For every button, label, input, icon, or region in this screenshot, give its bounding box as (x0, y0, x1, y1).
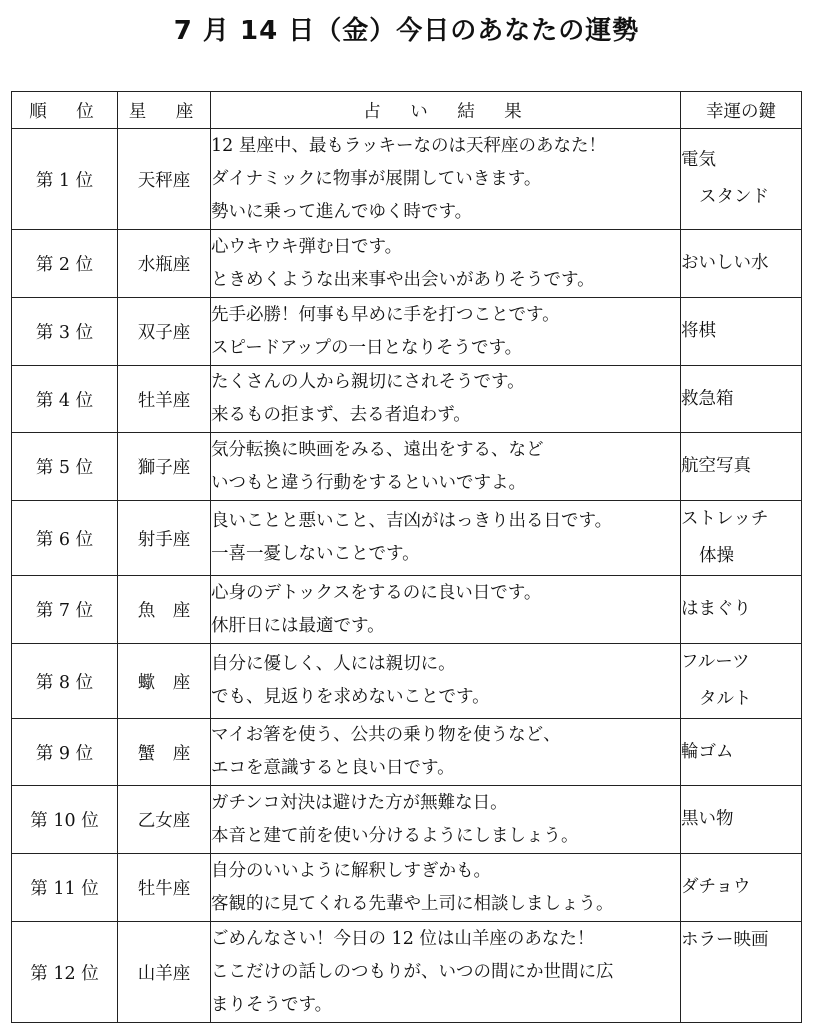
sign-cell: 獅子座 (118, 433, 211, 501)
sign-cell: 水瓶座 (118, 230, 211, 298)
result-line: たくさんの人から親切にされそうです。 (211, 372, 525, 392)
lucky-key-text: フルーツ (681, 652, 750, 672)
result-cell (211, 501, 681, 576)
result-line: 気分転換に映画をみる、遠出をする、など (211, 439, 544, 460)
table-header-row (12, 92, 802, 129)
rank-cell: 第 5 位 (12, 433, 118, 501)
result-line: 休肝日には最適です。 (211, 615, 385, 636)
result-line: 心ウキウキ弾む日です。 (211, 236, 403, 257)
lucky-key-cell (681, 298, 802, 366)
rank-cell: 第 7 位 (12, 576, 118, 644)
lucky-key-cell (681, 366, 802, 433)
result-line: 12 星座中、最もラッキーなのは天秤座のあなた！ (211, 135, 606, 156)
sign-cell: 双子座 (118, 298, 211, 366)
result-line: スピードアップの一日となりそうです。 (211, 337, 523, 358)
result-line: 先手必勝！何事も早めに手を打つことです。 (211, 304, 560, 325)
table-row (12, 719, 802, 786)
rank-cell: 第 12 位 (12, 922, 118, 1023)
table-row (12, 230, 802, 298)
result-cell (211, 922, 681, 1023)
result-cell (211, 576, 681, 644)
header-result: 占 い 結 果 (211, 92, 681, 129)
lucky-key-cell (681, 230, 802, 298)
table-row (12, 854, 802, 922)
lucky-key-text: 救急箱 (681, 388, 734, 409)
result-line: まりそうです。 (211, 994, 333, 1015)
result-cell (211, 230, 681, 298)
rank-cell: 第 1 位 (12, 129, 118, 230)
sign-cell: 魚 座 (118, 576, 211, 644)
result-line: 良いことと悪いこと、吉凶がはっきり出る日です。 (211, 511, 613, 531)
rank-cell: 第 10 位 (12, 786, 118, 854)
lucky-key-cell (681, 786, 802, 854)
rank-cell: 第 6 位 (12, 501, 118, 576)
result-line: いつもと違う行動をするといいですよ。 (211, 472, 526, 493)
fortune-table (11, 91, 802, 1023)
result-line: 本音と建て前を使い分けるようにしましょう。 (211, 825, 579, 846)
sign-cell: 蠍 座 (118, 644, 211, 719)
result-line: ダイナミックに物事が展開していきます。 (211, 168, 542, 189)
page-title: 7 月 14 日（金）今日のあなたの運勢 (173, 16, 640, 46)
lucky-key-text: 体操 (699, 546, 734, 566)
header-key: 幸運の鍵 (681, 92, 802, 129)
result-line: 自分に優しく、人には親切に。 (211, 654, 456, 674)
lucky-key-text: おいしい水 (681, 253, 769, 273)
lucky-key-text: タルト (699, 689, 752, 709)
table-row (12, 786, 802, 854)
lucky-key-text: 航空写真 (681, 456, 751, 476)
sign-cell: 天秤座 (118, 129, 211, 230)
table-row (12, 922, 802, 1023)
lucky-key-text: ホラー映画 (681, 930, 769, 950)
header-sign: 星 座 (118, 92, 211, 129)
sign-cell: 乙女座 (118, 786, 211, 854)
result-line: ときめくような出来事や出会いがありそうです。 (211, 269, 595, 290)
lucky-key-cell (681, 433, 802, 501)
result-line: 自分のいいように解釈しすぎかも。 (211, 860, 491, 881)
lucky-key-text: スタンド (699, 187, 769, 207)
header-rank: 順 位 (12, 92, 118, 129)
lucky-key-cell (681, 644, 802, 719)
result-cell (211, 786, 681, 854)
table-body (12, 129, 802, 1023)
sign-cell: 蟹 座 (118, 719, 211, 786)
result-cell (211, 129, 681, 230)
table-row (12, 298, 802, 366)
lucky-key-cell (681, 501, 802, 576)
table-row (12, 366, 802, 433)
lucky-key-cell (681, 129, 802, 230)
lucky-key-text: 将棋 (681, 321, 716, 341)
result-cell (211, 719, 681, 786)
result-line: でも、見返りを求めないことです。 (211, 687, 490, 707)
sign-cell: 射手座 (118, 501, 211, 576)
rank-cell: 第 9 位 (12, 719, 118, 786)
sign-cell: 牡牛座 (118, 854, 211, 922)
result-cell (211, 366, 681, 433)
rank-cell: 第 8 位 (12, 644, 118, 719)
result-line: 一喜一憂しないことです。 (211, 544, 420, 564)
table-row (12, 501, 802, 576)
lucky-key-text: 黒い物 (681, 809, 734, 829)
lucky-key-cell (681, 854, 802, 922)
rank-cell: 第 11 位 (12, 854, 118, 922)
result-cell (211, 433, 681, 501)
result-line: マイお箸を使う、公共の乗り物を使うなど、 (211, 725, 561, 745)
rank-cell: 第 2 位 (12, 230, 118, 298)
lucky-key-text: はまぐり (681, 599, 751, 619)
result-line: ガチンコ対決は避けた方が無難な日。 (211, 792, 508, 813)
lucky-key-cell (681, 576, 802, 644)
lucky-key-text: 電気 (681, 150, 716, 170)
result-cell (211, 854, 681, 922)
table-row (12, 129, 802, 230)
table-row (12, 576, 802, 644)
result-line: 勢いに乗って進んでゆく時です。 (211, 201, 473, 222)
result-line: 心身のデトックスをするのに良い日です。 (211, 582, 542, 603)
sign-cell: 山羊座 (118, 922, 211, 1023)
result-line: エコを意識すると良い日です。 (211, 758, 455, 778)
lucky-key-text: ダチョウ (681, 877, 751, 897)
lucky-key-text: ストレッチ (681, 509, 769, 529)
lucky-key-text: 輪ゴム (681, 741, 734, 762)
rank-cell: 第 3 位 (12, 298, 118, 366)
table-row (12, 433, 802, 501)
result-line: 客観的に見てくれる先輩や上司に相談しましょう。 (211, 893, 614, 914)
result-cell (211, 644, 681, 719)
lucky-key-cell (681, 922, 802, 1023)
rank-cell: 第 4 位 (12, 366, 118, 433)
result-line: 来るもの拒まず、去る者追わず。 (211, 405, 471, 425)
result-line: ここだけの話しのつもりが、いつの間にか世間に広 (211, 961, 614, 982)
sign-cell: 牡羊座 (118, 366, 211, 433)
table-row (12, 644, 802, 719)
result-line: ごめんなさい！今日の 12 位は山羊座のあなた！ (211, 928, 595, 949)
lucky-key-cell (681, 719, 802, 786)
result-cell (211, 298, 681, 366)
